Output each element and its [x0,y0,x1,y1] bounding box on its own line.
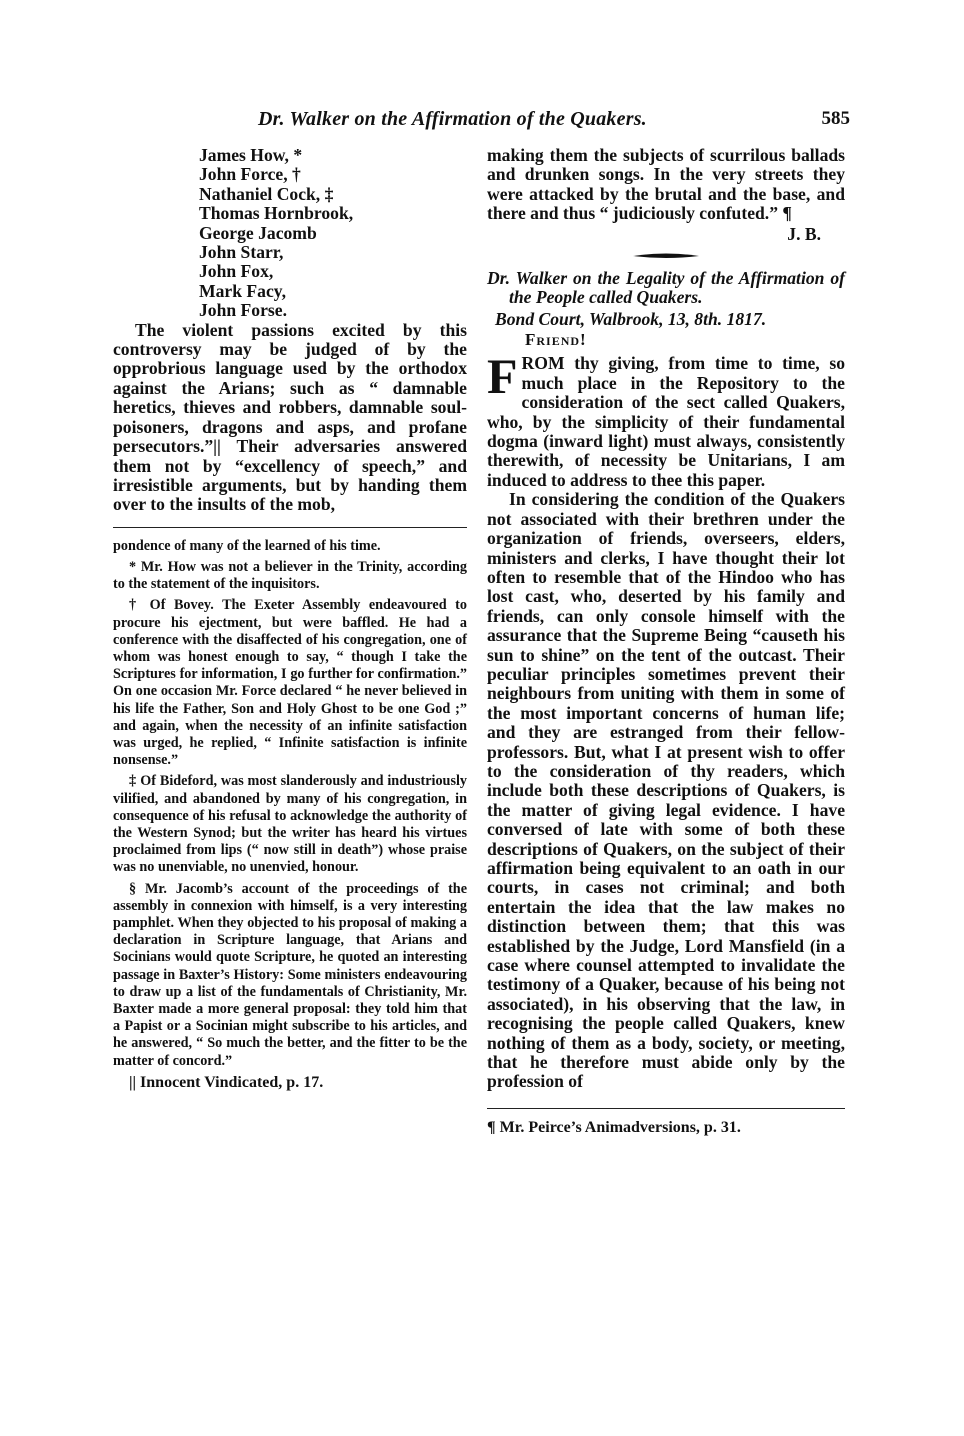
dateline: Bond Court, Walbrook, 13, 8th. 1817. [495,309,767,330]
drop-cap: F [487,348,518,405]
footnote: ‡ Of Bideford, was most slanderously and industriously vilified, and abandoned by many of his congregation, in consequence of his refusal to acknowledge the authority of the Western Synod; but the writer has heard his virtues proclaimed from lips (“ now still in death”) whose praise was no unenviable, no unenvied, honour. [113,773,467,876]
name-item: John Starr, [199,242,284,263]
name-item: Mark Facy, [199,280,286,301]
name-item: John Forse. [199,300,287,321]
left-column [113,146,467,1095]
footnote-continuation: pondence of many of the learned of his time. [113,537,381,554]
footnotes [113,538,467,1091]
signature: J. B. [787,223,821,244]
letter-paragraph-2: In considering the condition of the Quakers not associated with their brethren under the organization of friends, overseers, elders, ministers and clerks, I have thought their lot often to resemble that of the Hindoo who has lost cast, who, deserted by his family and friends, can only console himself with the assurance that the Supreme Being “causeth his sun to shine” on the tent of the outcast. Their peculiar principles sometimes prevent their neighbours from uniting with them in some of the most important concerns of human life; and they are estranged from their fellow-professors. But, what I at present wish to offer to the consideration of thy readers, which include both these descriptions of Quakers, is the matter of giving legal evidence. I have conversed of late with some of both these descriptions of Quakers, on the subject of their affirmation being equivalent to an oath in our courts, in cases not criminal; and both entertain the idea that the law makes no distinction between them; that this was established by the Judge, Lord Mansfield (in a case where counsel attempted to invalidate the testimony of a Quaker, because of his being not associated), in his observing that the law, in recognising the people called Quakers, knew nothing of them as a body, society, or meeting, that he therefore must abide only by the profession of [487,489,845,1092]
footnote-divider [487,1108,845,1109]
name-item: Thomas Hornbrook, [199,203,354,224]
letter-body [487,348,845,1092]
continuation-paragraph: making them the subjects of scurrilous ballads and drunken songs. In the very streets they were attacked by the brutal and the base, and there and thus “ judiciously confuted.” ¶ [487,145,845,224]
ornament-dash-icon [631,251,701,261]
footnote-divider [113,527,467,528]
article-title: Dr. Walker on the Legality of the Affirmation of the People called Quakers. [487,267,845,308]
right-body [487,146,845,224]
name-item: John Force, † [199,164,301,185]
running-header [110,108,850,134]
right-column [487,146,845,1137]
name-item: George Jacomb [199,222,317,243]
running-title: Dr. Walker on the Affirmation of the Quakers. [258,108,647,130]
salutation: Friend! [525,330,587,350]
name-list [199,146,467,321]
footnote: || Innocent Vindicated, p. 17. [129,1073,324,1091]
footnote: † Of Bovey. The Exeter Assembly endeavoured to procure his ejectment, but were baffled. He had a conference with the disaffected of his congregation, one of whom was honest enough to say, “ though I take the Scriptures for information, I go further for confirmation.” On one occasion Mr. Force declared “ he never believed in his life the Father, Son and Holy Ghost to be one God ;” and again, when the necessity of an infinite satisfaction was urged, he replied, “ Infinite satisfaction is infinite nonsense.” [113,597,467,769]
name-item: Nathaniel Cock, ‡ [199,183,334,204]
letter-paragraph-1 [487,348,845,490]
page-number: 585 [821,108,850,129]
left-body [113,321,467,515]
footnote: § Mr. Jacomb’s account of the proceedings of the assembly in connexion with himself, is a very interesting pamphlet. When they objected to his proposal of making a declaration in Scripture language, that Arians and Socinians would quote Scripture, he quoted an interesting passage in Baxter’s History: Some ministers endeavouring to draw up a list of the fundamentals of Christianity, Mr. Baxter made a more general proposal: they told him that a Papist or a Socinian might subscribe to his articles, and he answered, “ So much the better, and the fitter to be the matter of concord.” [113,880,467,1069]
footnote: * Mr. How was not a believer in the Trinity, according to the statement of the inquisitors. [113,558,467,593]
paragraph-text: ROM thy giving, from time to time, so much place in the Repository to the consideration of the sect called Quakers, who, by the simplicity of their fundamental dogma (inward light) must always, consistently therewith, of necessity be Unitarians, I am induced to address to thee this paper. [487,353,845,490]
footnote: ¶ Mr. Peirce’s Animadversions, p. 31. [487,1118,741,1136]
body-paragraph: The violent passions excited by this controversy may be judged of by the opprobrious language used by the orthodox against the Arians; such as “ damnable heretics, thieves and robbers, damnable soul-poisoners, dragons and asps, and profane persecutors.”|| Their adversaries answered them not by “excellency of speech,” and irresistible arguments, but by handing them over to the insults of the mob, [113,319,467,515]
name-item: John Fox, [199,261,274,282]
name-item: James How, * [199,145,303,165]
